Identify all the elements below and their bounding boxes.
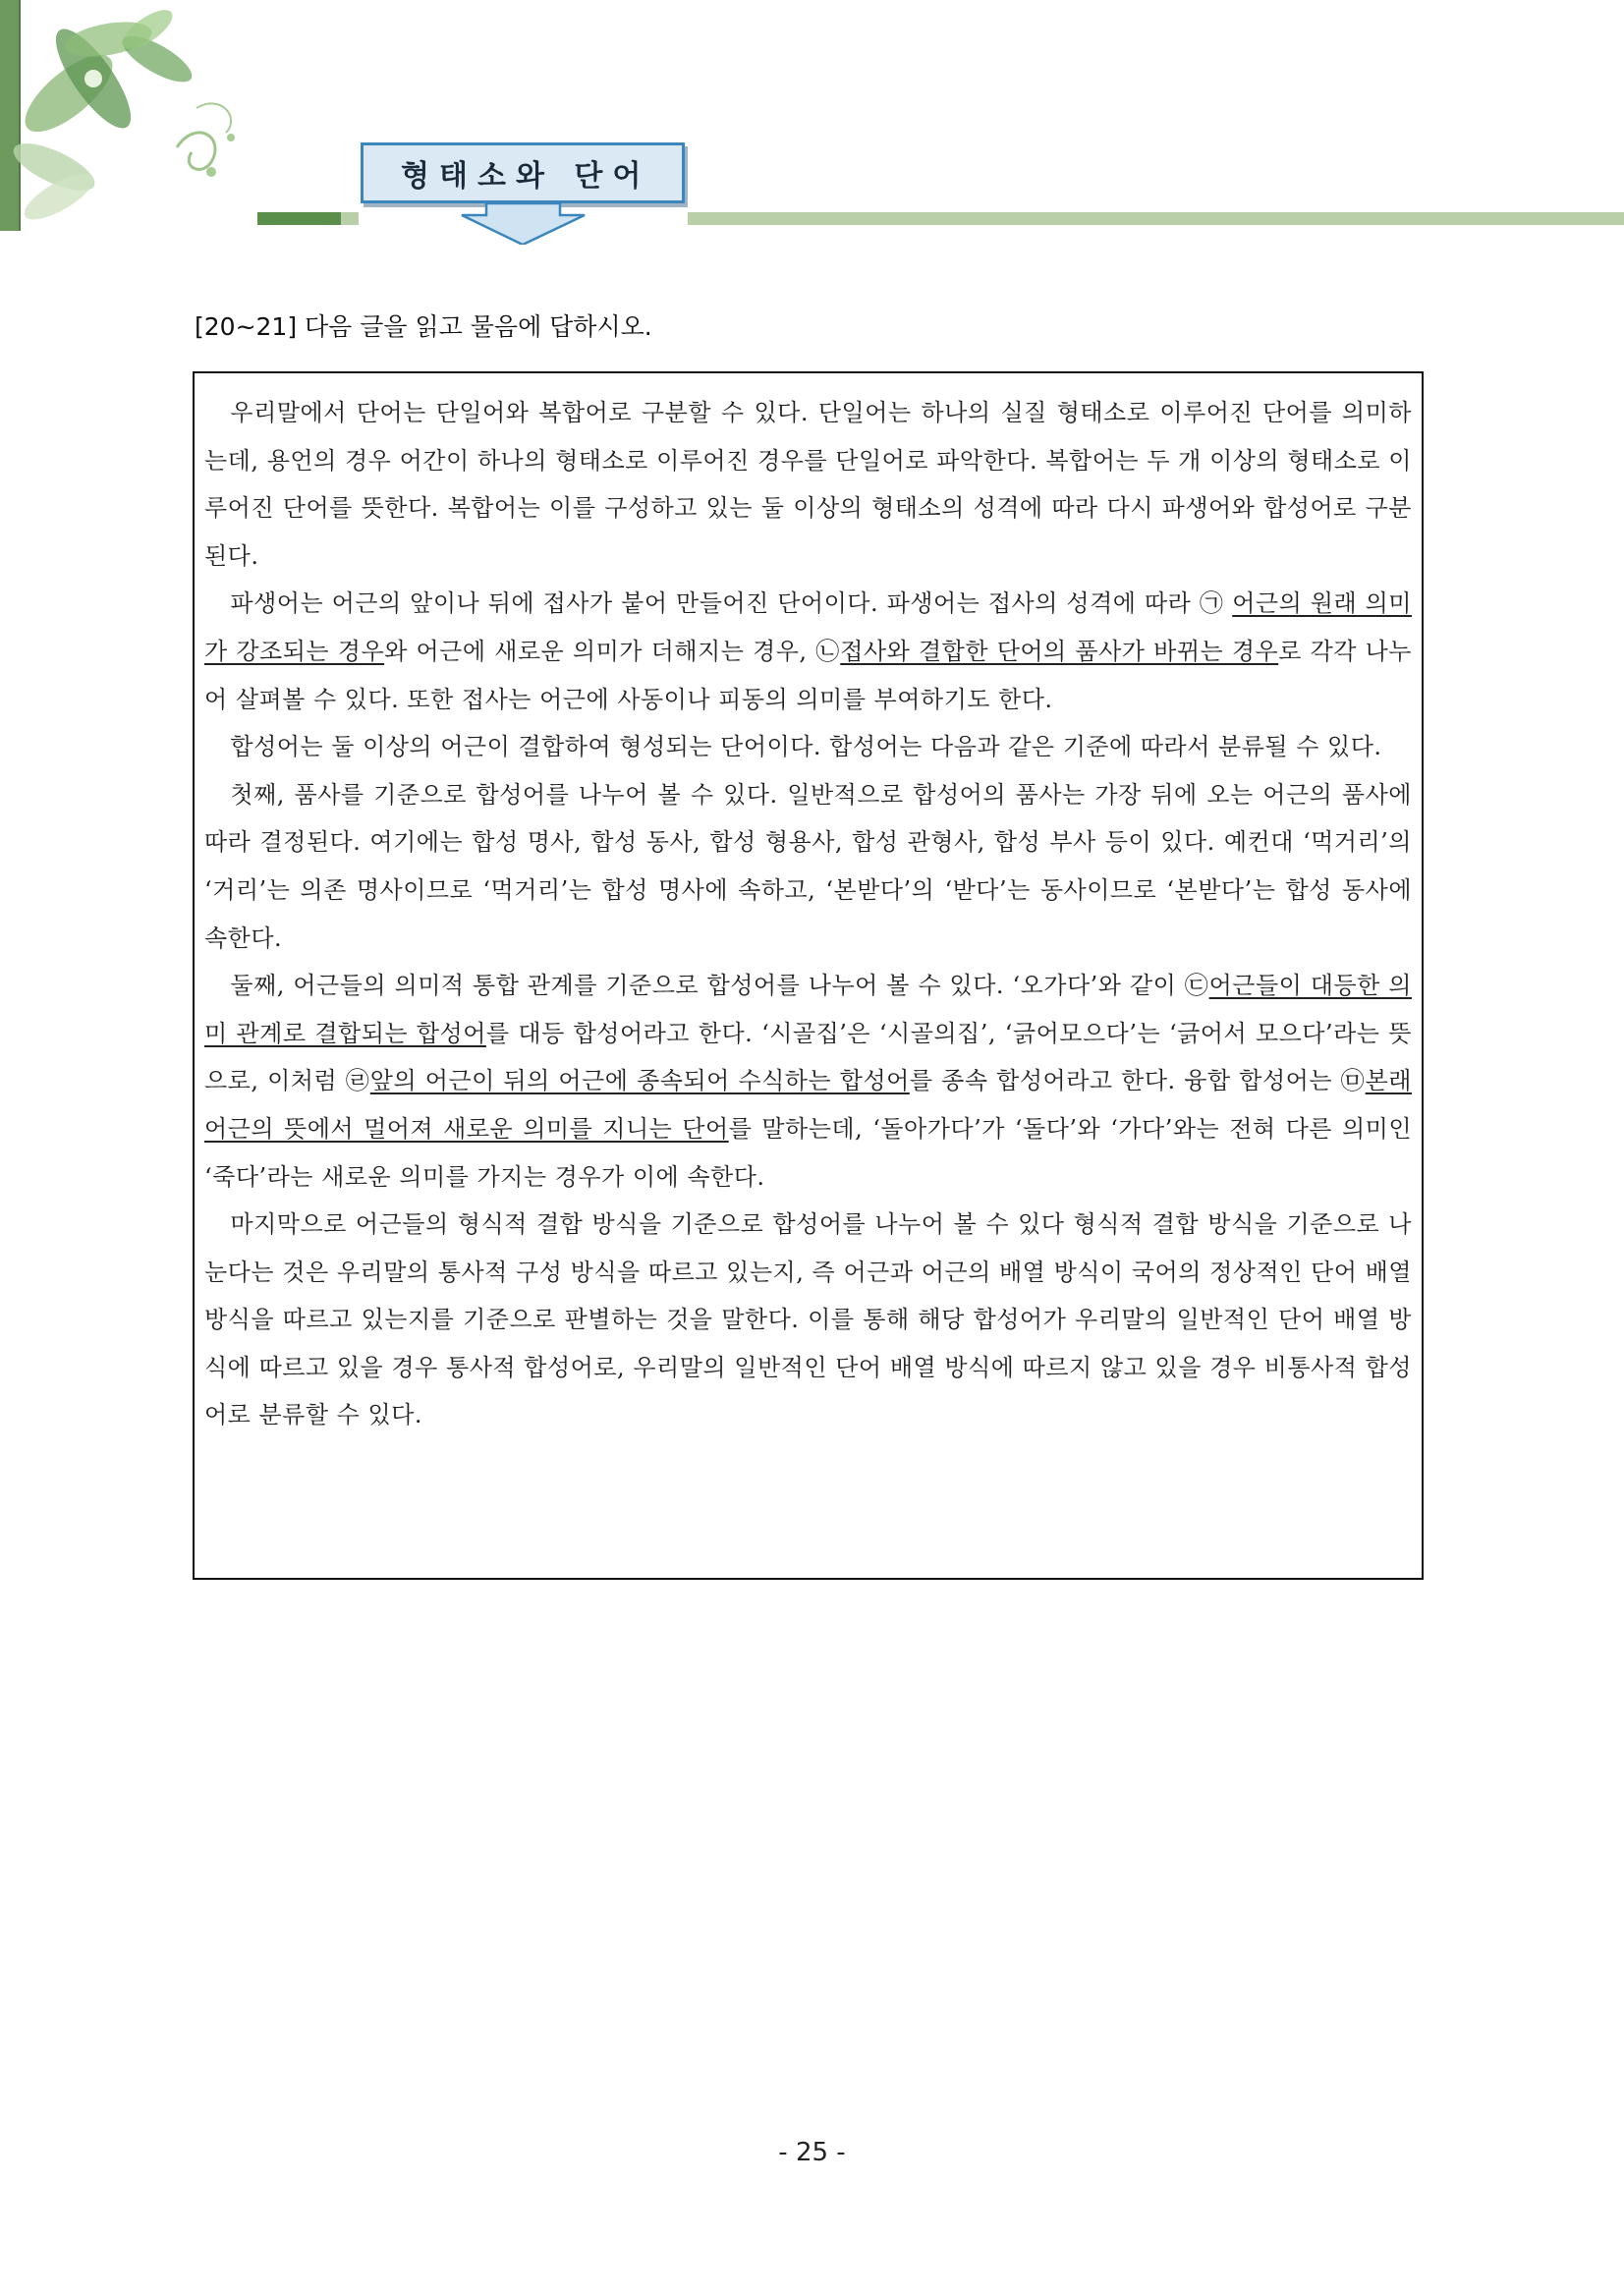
header-bar-right [688, 212, 1624, 225]
question-prompt: [20~21] 다음 글을 읽고 물음에 답하시오. [195, 312, 652, 341]
passage-paragraph-1: 우리말에서 단어는 단일어와 복합어로 구분할 수 있다. 단일어는 하나의 실질 형태소로 이루어진 단어를 의미하는데, 용언의 경우 어간이 하나의 형태소로 이루어진 경우를 단일어로 파악한다. 복합어는 두 개 이상의 형태소로 이루어진 단어를 뜻한다. 복합어는 이를 구성하고 있는 둘 이상의 형태소의 성격에 따라 다시 파생어와 합성어로 구분된다. [204, 399, 1412, 570]
passage-paragraph-5: 둘째, 어근들의 의미적 통합 관계를 기준으로 합성어를 나누어 볼 수 있다. ‘오가다’와 같이 ㉢어근들이 대등한 의미 관계로 결합되는 합성어를 대등 합성어라고 한다. ‘시골집’은 ‘시골의집’, ‘긁어모으다’는 ‘긁어서 모으다’라는 뜻으로, 이처럼 ㉣앞의 어근이 뒤의 어근에 종속되어 수식하는 합성어를 종속 합성어라고 한다. 융합 합성어는 ㉤본래 어근의 뜻에서 멀어져 새로운 의미를 지니는 단어를 말하는데, ‘돌아가다’가 ‘돌다’와 ‘가다’와는 전혀 다른 의미인 ‘죽다’라는 새로운 의미를 가지는 경우가 이에 속한다. [204, 972, 1412, 1191]
underlined-phrase-d: 앞의 어근이 뒤의 어근에 종속되어 수식하는 합성어 [369, 1067, 910, 1095]
floral-corner-decoration [0, 0, 255, 231]
underlined-phrase-e: 본래 어근의 뜻에서 멀어져 새로운 의미를 지니는 단어 [204, 1067, 1412, 1143]
page-number: - 25 - [778, 2138, 846, 2167]
reading-passage-box [193, 371, 1424, 1580]
underlined-phrase-b: 접사와 결합한 단어의 품사가 바뀌는 경우 [840, 637, 1279, 665]
passage-paragraph-3: 합성어는 둘 이상의 어근이 결합하여 형성되는 단어이다. 합성어는 다음과 같은 기준에 따라서 분류될 수 있다. [230, 733, 1382, 761]
section-title: 형태소와 단어 [361, 142, 685, 203]
passage-paragraph-2: 파생어는 어근의 앞이나 뒤에 접사가 붙어 만들어진 단어이다. 파생어는 접사의 성격에 따라 ㉠ 어근의 원래 의미가 강조되는 경우와 어근에 새로운 의미가 더해지는 경우, ㉡접사와 결합한 단어의 품사가 바뀌는 경우로 각각 나누어 살펴볼 수 있다. 또한 접사는 어근에 사동이나 피동의 의미를 부여하기도 한다. [204, 589, 1412, 713]
passage-paragraph-6: 마지막으로 어근들의 형식적 결합 방식을 기준으로 합성어를 나누어 볼 수 있다 형식적 결합 방식을 기준으로 나눈다는 것은 우리말의 통사적 구성 방식을 따르고 있는지, 즉 어근과 어근의 배열 방식이 국어의 정상적인 단어 배열 방식을 따르고 있는지를 기준으로 판별하는 것을 말한다. 이를 통해 해당 합성어가 우리말의 일반적인 단어 배열 방식에 따르고 있을 경우 통사적 합성어로, 우리말의 일반적인 단어 배열 방식에 따르지 않고 있을 경우 비통사적 합성어로 분류할 수 있다. [204, 1210, 1412, 1429]
header-bar-left-dark [257, 212, 341, 225]
passage-paragraph-4: 첫째, 품사를 기준으로 합성어를 나누어 볼 수 있다. 일반적으로 합성어의 품사는 가장 뒤에 오는 어근의 품사에 따라 결정된다. 여기에는 합성 명사, 합성 동사, 합성 형용사, 합성 관형사, 합성 부사 등이 있다. 예컨대 ‘먹거리’의 ‘거리’는 의존 명사이므로 ‘먹거리’는 합성 명사에 속하고, ‘본받다’의 ‘받다’는 동사이므로 ‘본받다’는 합성 동사에 속한다. [204, 780, 1412, 952]
down-arrow-icon [457, 203, 589, 245]
underlined-phrase-c: 어근들이 대등한 의미 관계로 결합되는 합성어 [204, 972, 1412, 1047]
header-bar-left-light [341, 212, 359, 225]
underlined-phrase-a: 어근의 원래 의미가 강조되는 경우 [204, 589, 1412, 665]
